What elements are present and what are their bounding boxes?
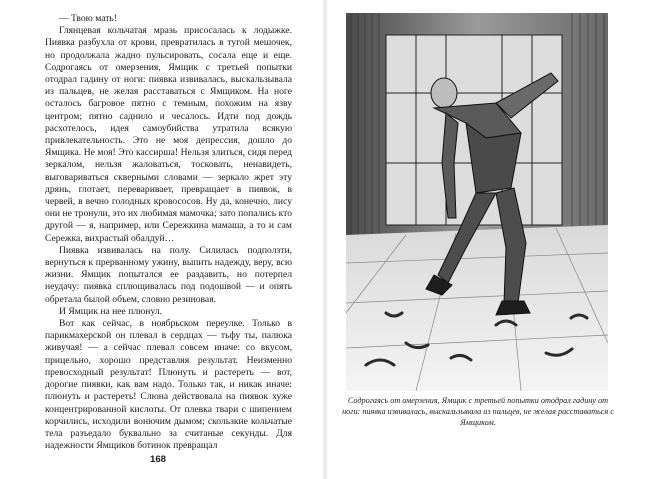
illustration-drawing <box>346 13 608 391</box>
paragraph: Глянцевая кольчатая мразь присосалась к лодыжке. Пиявка разбухла от крови, превратилась в тугой мешочек, но продолжала жадно пульсировать, сосала еще и еще. Содрогаясь от омерзения, Ямщик с третьей попытки отодрал гадину от ноги: пиявка извивалась, выскальзывала из пальцев, не желая расставаться с Ямщиком. На ноге осталось багровое пятно с темным, похожим на язву центром; пятно саднило и чесалось. Идти под дождь расхотелось, идея самоубийства утратила всякую привлекательность. Это не моя депрессия, дошло до Ямщика. Не моя! Это кассирша! Нельзя злиться, сидя перед зеркалом, нельзя жаловаться, тосковать, ненавидеть, выговариваться скверными словами — зеркало жрет эту дрянь, глотает, переваривает, превращает в пиявок, в червей, в вечно голодных кровососов. Ну да, конечно, лису они не тронули, это их любимая мамочка; зато попались кто другой — я, например, или Сережкина мамаша, а то и сам Сережка, вихрастый обалдуй… <box>45 25 292 244</box>
paragraph: — Твою мать! <box>59 13 117 24</box>
paragraph: И Ямщик на нее плюнул. <box>59 305 163 317</box>
illustration <box>346 13 608 391</box>
left-page-text <box>45 13 292 452</box>
book-gutter <box>322 0 328 479</box>
tiled-floor <box>346 225 608 391</box>
illustration-caption: Содрогаясь от омерзения, Ямщик с третьей попытки отодрал гадину от ноги: пиявка извивалась, выскальзывала из пальцев, не желая расставаться с Ямщиком. <box>342 396 614 427</box>
paragraph: Пиявка извивалась на полу. Силилась подползти, вернуться к прерванному ужину, выпить надежду, веру, всю жизни. Ямщик попытался ее раздавить, но потерпел неудачу: пиявка сплющивалась под подошвой — и опять обретала былой объем, словно резиновая. <box>45 244 292 305</box>
page-number: 168 <box>150 454 167 465</box>
paragraph: Вот как сейчас, в ноябрьском переулке. Только в парикмахерской он плевал в сердцах — тьфу ты, палюка живучая! — а сейчас плевал совсем иначе: со вкусом, прицельно, хорошо представляя результат. Неизменно превосходный результат! Плюнуть и растереть — вот, дорогие пиявки, как вам надо. Только так, и никак иначе: плюнуть и растереть! Слюна действовала на пиявок хуже концентрированной кислоты. От плевка твари с шипением корчились, исходили вонючим дымом; скользкие кольчатые тела разъедало буквально за считаные секунды. Для надежности Ямщиков ботинок превращал <box>45 318 292 452</box>
